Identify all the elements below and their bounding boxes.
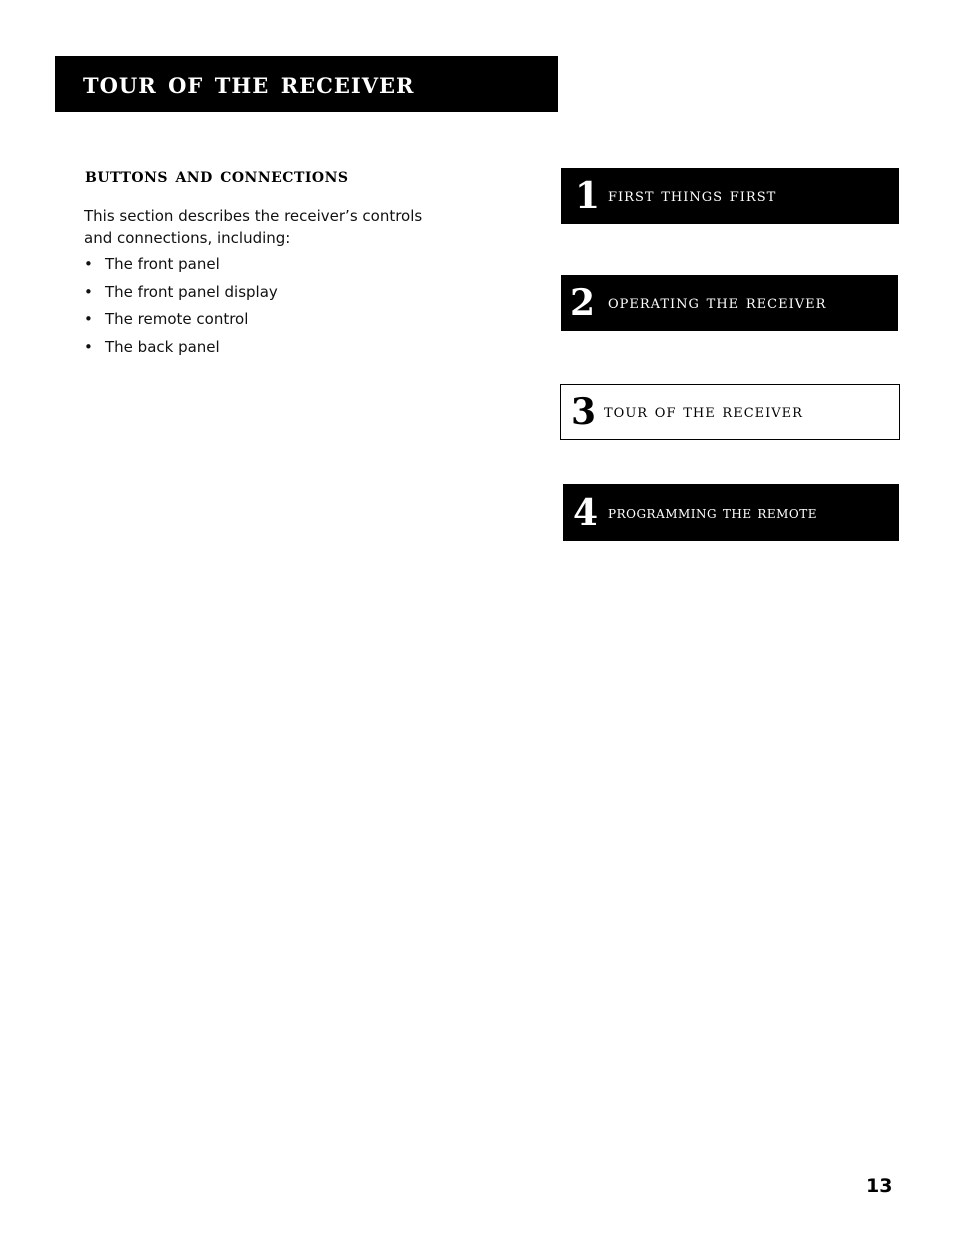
chapter-number: 2 <box>570 282 596 324</box>
list-item-text: The front panel <box>105 255 220 273</box>
chapter-title: tour of the receiver <box>83 66 415 101</box>
chapter-number: 3 <box>571 391 597 433</box>
chapter-label: tour of the receiver <box>604 401 803 422</box>
list-item-text: The back panel <box>105 337 220 356</box>
list-item <box>84 281 278 309</box>
section-heading: buttons and connections <box>85 163 349 187</box>
chapter-number: 1 <box>575 175 601 217</box>
chapter-label: programming the remote <box>608 502 818 522</box>
list-item <box>84 253 278 281</box>
list-item <box>84 336 278 364</box>
chapter-label: first things first <box>608 185 777 206</box>
page-number: 13 <box>866 1175 893 1197</box>
bullet-list <box>84 253 278 363</box>
chapter-tab-4[interactable] <box>563 484 899 541</box>
intro-paragraph: This section describes the receiver’s controls and connections, including: <box>84 207 423 247</box>
bullet-icon: • <box>84 255 93 273</box>
chapter-number: 4 <box>573 491 599 534</box>
chapter-label: operating the receiver <box>608 292 827 313</box>
list-item <box>84 308 278 336</box>
chapter-tab-3-current[interactable] <box>560 384 900 440</box>
bullet-icon: • <box>84 337 93 356</box>
list-item-text: The remote control <box>105 310 249 328</box>
list-item-text: The front panel display <box>105 282 278 301</box>
bullet-icon: • <box>84 282 93 301</box>
chapter-tab-1[interactable] <box>561 168 899 224</box>
bullet-icon: • <box>84 310 93 328</box>
chapter-title-bar <box>55 56 558 112</box>
chapter-tab-2[interactable] <box>561 275 898 331</box>
